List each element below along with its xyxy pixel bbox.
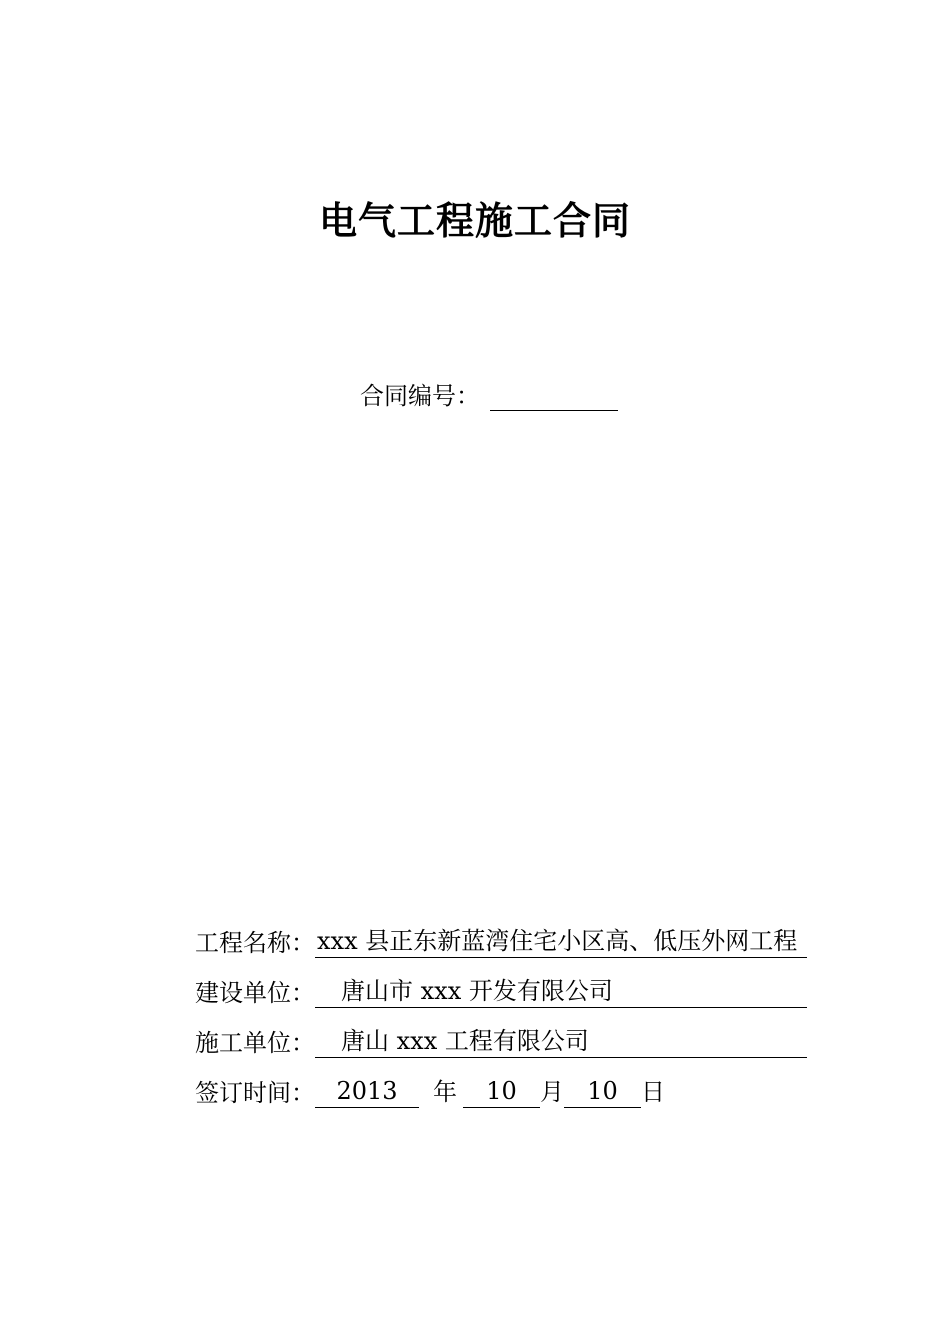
sign-date-row — [195, 1074, 807, 1108]
project-name-value: xxx 县正东新蓝湾住宅小区高、低压外网工程 — [315, 925, 807, 958]
contract-number-blank — [490, 382, 618, 411]
contractor-row — [195, 1024, 807, 1058]
builder-row — [195, 974, 807, 1008]
contract-number-row — [360, 376, 618, 411]
contract-number-label: 合同编号： — [360, 382, 480, 410]
sign-date-label: 签订时间： — [195, 1079, 315, 1107]
document-title: 电气工程施工合同 — [318, 199, 631, 243]
month-unit: 月 — [540, 1078, 564, 1106]
builder-label: 建设单位： — [195, 979, 315, 1007]
sign-day-value: 10 — [564, 1075, 641, 1108]
contractor-value: 唐山 xxx 工程有限公司 — [315, 1025, 807, 1058]
year-unit: 年 — [433, 1078, 457, 1106]
sign-year-value: 2013 — [315, 1075, 419, 1108]
builder-value: 唐山市 xxx 开发有限公司 — [315, 975, 807, 1008]
project-name-row — [195, 924, 807, 958]
contractor-label: 施工单位： — [195, 1029, 315, 1057]
day-unit: 日 — [641, 1078, 665, 1106]
sign-month-value: 10 — [463, 1075, 540, 1108]
project-name-label: 工程名称： — [195, 929, 315, 957]
